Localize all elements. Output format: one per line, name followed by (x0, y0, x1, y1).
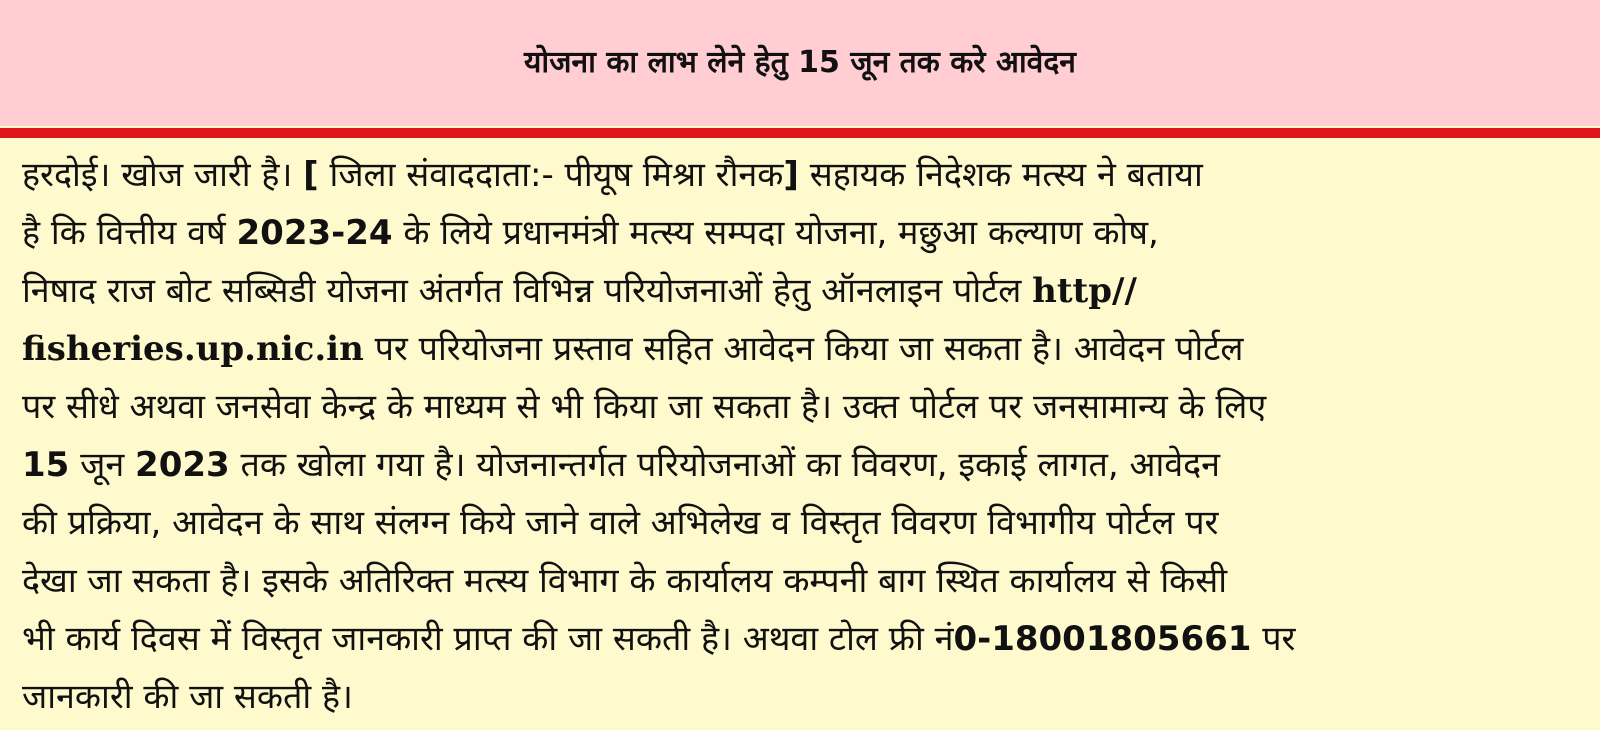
bracket-open: [ (303, 155, 319, 195)
text-run: जून (69, 445, 136, 485)
text-run: निषाद राज बोट सब्सिडी योजना अंतर्गत विभिन्न परियोजनाओं हेतु ऑनलाइन पोर्टल (22, 271, 1033, 311)
article-line-9 (22, 610, 1578, 668)
text-run: है कि वित्तीय वर्ष (22, 213, 237, 253)
deadline-year: 2023 (135, 445, 230, 485)
text-run: तक खोला गया है। योजनान्तर्गत परियोजनाओं का विवरण, इकाई लागत, आवेदन (229, 445, 1221, 485)
article-line-8: देखा जा सकता है। इसके अतिरिक्त मत्स्य विभाग के कार्यालय कम्पनी बाग स्थित कार्यालय से किसी (22, 561, 1228, 601)
article-line-6 (22, 436, 1578, 494)
article-line-1 (22, 146, 1578, 204)
article-body (22, 146, 1578, 736)
text-run: पर परियोजना प्रस्ताव सहित आवेदन किया जा सकता है। आवेदन पोर्टल (363, 329, 1244, 369)
portal-url-link[interactable]: fisheries.up.nic.in (22, 329, 364, 369)
bracket-close: ] (783, 155, 799, 195)
headline-banner (0, 0, 1600, 126)
text-run: सहायक निदेशक मत्स्य ने बताया (798, 155, 1203, 195)
article-line-7: की प्रक्रिया, आवेदन के साथ संलग्न किये जाने वाले अभिलेख व विस्तृत विवरण विभागीय पोर्टल पर (22, 503, 1219, 543)
fiscal-year: 2023-24 (236, 213, 393, 253)
headline: योजना का लाभ लेने हेतु 15 जून तक करे आवेदन (524, 45, 1076, 80)
portal-url-prefix: http// (1032, 271, 1137, 311)
article-line-10: जानकारी की जा सकती है। (22, 677, 353, 717)
red-divider (0, 128, 1600, 138)
correspondent-credit: जिला संवाददाता:- पीयूष मिश्रा रौनक (318, 155, 784, 195)
text-run: भी कार्य दिवस में विस्तृत जानकारी प्राप्त की जा सकती है। अथवा टोल फ्री नं (22, 619, 954, 659)
article-line-4 (22, 320, 1578, 378)
article-line-3 (22, 262, 1578, 320)
text-run: पर (1251, 619, 1296, 659)
text-run: हरदोई। खोज जारी है। (22, 155, 304, 195)
bottom-margin (0, 730, 1600, 744)
article-line-2 (22, 204, 1578, 262)
toll-free-number: 0-18001805661 (953, 619, 1252, 659)
article-line-5: पर सीधे अथवा जनसेवा केन्द्र के माध्यम से भी किया जा सकता है। उक्त पोर्टल पर जनसामान्य के लिए (22, 387, 1267, 427)
deadline-day: 15 (22, 445, 70, 485)
text-run: के लिये प्रधानमंत्री मत्स्य सम्पदा योजना, मछुआ कल्याण कोष, (392, 213, 1159, 253)
